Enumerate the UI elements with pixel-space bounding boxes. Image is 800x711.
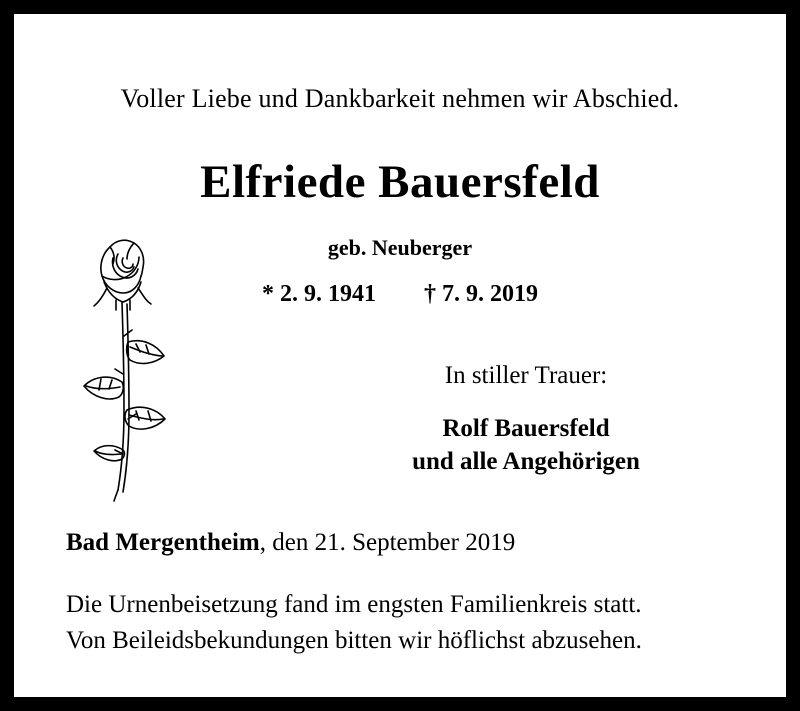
deceased-name: Elfriede Bauersfeld	[200, 156, 600, 208]
mourner-name: und alle Angehörigen	[412, 448, 640, 475]
closing-line: Von Beileidsbekundungen bitten wir höflichst abzusehen.	[66, 626, 642, 654]
mourner-name: Rolf Bauersfeld	[442, 415, 610, 442]
rose-illustration	[66, 214, 186, 504]
death-date: † 7. 9. 2019	[424, 281, 538, 307]
place-and-date	[66, 529, 515, 557]
notice-date: , den 21. September 2019	[259, 529, 516, 556]
mourners-block	[316, 412, 736, 478]
notice-inner-frame	[14, 14, 786, 697]
birth-date: * 2. 9. 1941	[262, 281, 376, 307]
place-name: Bad Mergentheim	[66, 529, 260, 556]
closing-text	[66, 587, 642, 658]
deceased-maiden-name: geb. Neuberger	[327, 235, 473, 260]
opening-line: Voller Liebe und Dankbarkeit nehmen wir Abschied.	[120, 84, 680, 113]
mourning-intro: In stiller Trauer:	[444, 362, 608, 389]
closing-line: Die Urnenbeisetzung fand im engsten Familienkreis statt.	[66, 591, 642, 618]
